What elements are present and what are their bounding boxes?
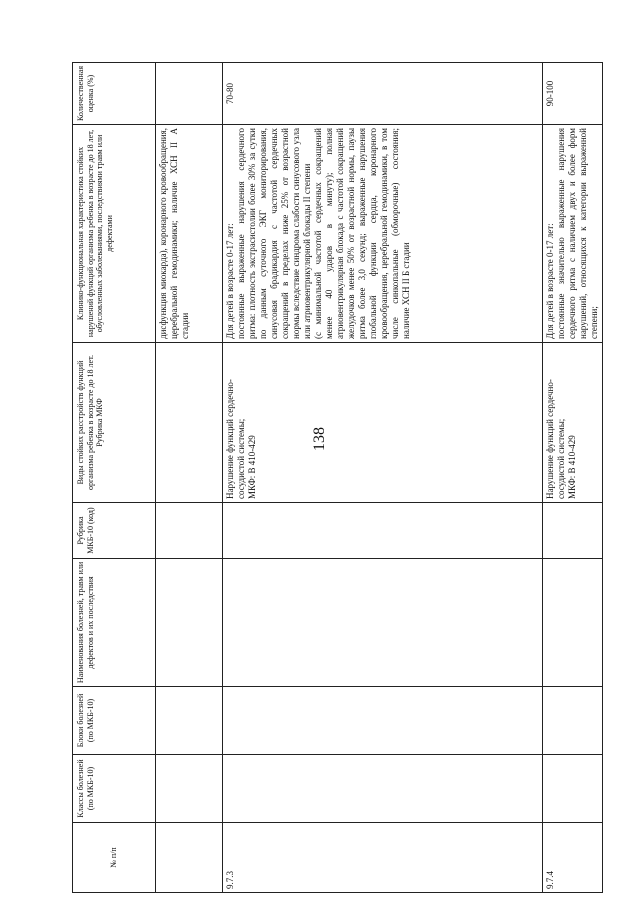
cell-blocks bbox=[543, 687, 603, 755]
rotated-table-container bbox=[72, 63, 599, 893]
table-row bbox=[223, 63, 543, 893]
disability-criteria-table bbox=[72, 62, 603, 893]
cell-names bbox=[223, 559, 543, 687]
header-code: Рубрика МКБ-10 (код) bbox=[73, 503, 156, 559]
header-classes: Классы болезней (по МКБ-10) bbox=[73, 755, 156, 823]
header-quant: Количественная оценка (%) bbox=[73, 63, 156, 125]
cell-quant bbox=[156, 63, 223, 125]
cell-blocks bbox=[156, 687, 223, 755]
cell-names bbox=[543, 559, 603, 687]
cell-clinical: Для детей в возрасте 0-17 лет: постоянные выраженные нарушения сердечного ритма: плотность экстрасистолии более 30% за сутки по данным суточного ЭКГ мониторирования, синусовая брадикардия с частотой сердечных сокращений в пределах ниже 25% от возрастной нормы вследствие синдрома слабости синусового узла или атриовентрикулярной блокады II степени (с минимальной частотой сердечных сокращений менее 40 ударов в минуту); полная атриовентрикулярная блокада с частотой сокращений желудочков менее 50% от возрастной нормы, паузы ритма более 3,0 секунд; выраженные нарушения глобальной функции сердца, коронарного кровообращения, церебральной гемодинамики, в том числе синкопальные (обморочные) состояния; наличие ХСН II Б стадии bbox=[223, 125, 543, 343]
cell-quant: 70-80 bbox=[223, 63, 543, 125]
table-header-row bbox=[73, 63, 156, 893]
header-blocks: Блоки болезней (по МКБ-10) bbox=[73, 687, 156, 755]
header-types: Виды стойких расстройств функций организма ребенка в возрасте до 18 лет. Рубрика МКФ bbox=[73, 343, 156, 503]
table-row bbox=[543, 63, 603, 893]
cell-classes bbox=[543, 755, 603, 823]
cell-code bbox=[223, 503, 543, 559]
cell-classes bbox=[223, 755, 543, 823]
cell-num bbox=[156, 823, 223, 893]
header-num: № п/п bbox=[73, 823, 156, 893]
cell-blocks bbox=[223, 687, 543, 755]
header-clinical: Клинико-функциональная характеристика стойких нарушений функций организма ребенка в возрасте до 18 лет, обусловленных заболеваниями, последствиями травм или дефектами bbox=[73, 125, 156, 343]
cell-clinical: дисфункция миокарда), коронарного кровообращения, церебральной гемодинамики; наличие ХСН II А стадии bbox=[156, 125, 223, 343]
cell-clinical: Для детей в возрасте 0-17 лет: постоянные значительно выраженные нарушения сердечного ритма с наличием двух и более форм нарушений, относящихся к категории выраженной степени; bbox=[543, 125, 603, 343]
cell-names bbox=[156, 559, 223, 687]
cell-types: Нарушение функций сердечно-сосудистой системы; МКФ: B 410-429 bbox=[543, 343, 603, 503]
table-row bbox=[156, 63, 223, 893]
cell-num: 9.7.3 bbox=[223, 823, 543, 893]
cell-types: Нарушение функций сердечно-сосудистой системы; МКФ: B 410-429 bbox=[223, 343, 543, 503]
cell-code bbox=[156, 503, 223, 559]
cell-quant: 90-100 bbox=[543, 63, 603, 125]
cell-code bbox=[543, 503, 603, 559]
cell-types bbox=[156, 343, 223, 503]
page-number: 138 bbox=[311, 427, 328, 451]
cell-classes bbox=[156, 755, 223, 823]
header-names: Наименования болезней, травм или дефектов и их последствия bbox=[73, 559, 156, 687]
cell-num: 9.7.4 bbox=[543, 823, 603, 893]
